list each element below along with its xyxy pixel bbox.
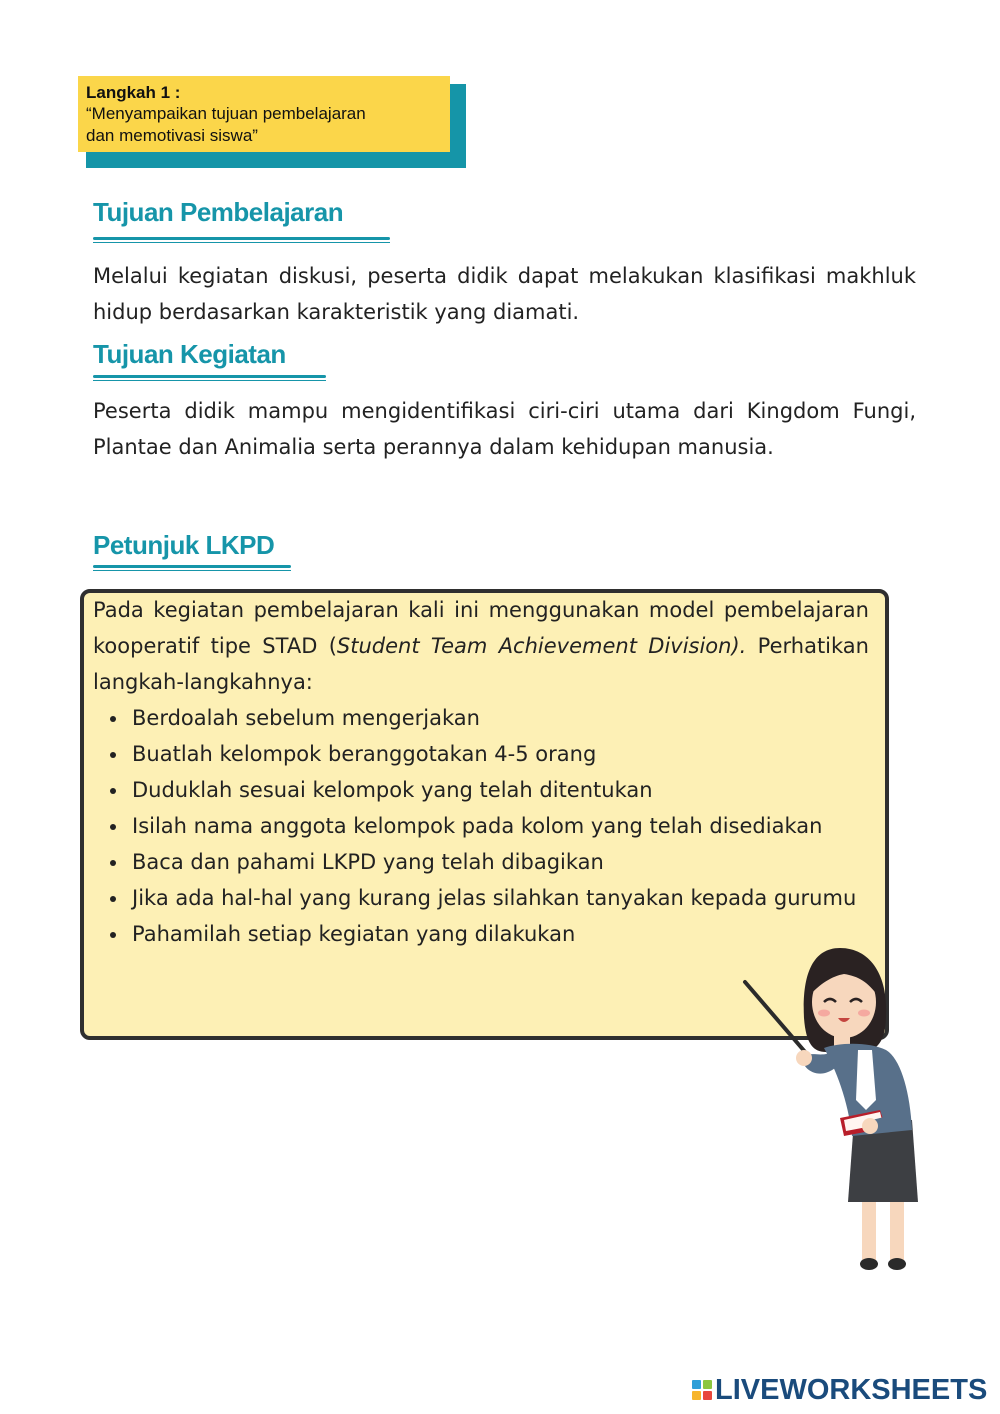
right-blush xyxy=(858,1010,870,1017)
liveworksheets-brand: LIVEWORKSHEETS xyxy=(715,1373,988,1406)
lkpd-heading: Petunjuk LKPD xyxy=(93,530,275,560)
logo-square-orange xyxy=(692,1391,701,1400)
lkpd-intro-before: Pada kegiatan pembelajaran kali ini menggunakan model pembelajaran kooperatif tipe STAD ( xyxy=(93,598,869,658)
lkpd-step-item: Duduklah sesuai kelompok yang telah ditentukan xyxy=(93,772,869,808)
logo-square-blue xyxy=(692,1380,701,1389)
right-shoe xyxy=(888,1258,906,1270)
lkpd-step-item: Pahamilah setiap kegiatan yang dilakukan xyxy=(93,916,869,952)
step-text-line2: dan memotivasi siswa” xyxy=(86,126,258,145)
book-hand xyxy=(862,1118,878,1134)
raised-hand xyxy=(796,1050,812,1066)
lkpd-step-item: Isilah nama anggota kelompok pada kolom yang telah disediakan xyxy=(93,808,869,844)
liveworksheets-logo xyxy=(692,1375,987,1405)
learning-goal-text: Melalui kegiatan diskusi, peserta didik dapat melakukan klasifikasi makhluk hidup berdasarkan karakteristik yang diamati. xyxy=(93,264,916,324)
lkpd-underline xyxy=(93,565,291,568)
pointer-stick xyxy=(745,982,806,1053)
step-banner xyxy=(78,76,466,168)
logo-square-green xyxy=(703,1380,712,1389)
lkpd-step-item: Jika ada hal-hal yang kurang jelas silahkan tanyakan kepada gurumu xyxy=(93,880,869,916)
teacher-illustration xyxy=(740,940,940,1280)
learning-goal-underline xyxy=(93,237,390,240)
step-banner-box xyxy=(78,76,450,152)
lkpd-intro-italic: Student Team Achievement Division). xyxy=(336,634,747,658)
logo-square-red xyxy=(703,1391,712,1400)
step-text-line1: “Menyampaikan tujuan pembelajaran xyxy=(86,104,366,123)
lkpd-steps-list xyxy=(93,700,869,952)
left-shoe xyxy=(860,1258,878,1270)
lkpd-intro-after: Perhatikan langkah-langkahnya: xyxy=(93,634,869,694)
lkpd-step-item: Baca dan pahami LKPD yang telah dibagikan xyxy=(93,844,869,880)
step-label: Langkah 1 : xyxy=(86,83,181,102)
liveworksheets-logo-icon xyxy=(692,1380,712,1400)
lkpd-intro xyxy=(93,592,869,700)
activity-goal-heading: Tujuan Kegiatan xyxy=(93,339,286,369)
left-blush xyxy=(818,1010,830,1017)
learning-goal-heading: Tujuan Pembelajaran xyxy=(93,197,344,227)
lkpd-step-item: Berdoalah sebelum mengerjakan xyxy=(93,700,869,736)
activity-goal-underline xyxy=(93,375,326,378)
activity-goal-text: Peserta didik mampu mengidentifikasi ciri-ciri utama dari Kingdom Fungi, Plantae dan Animalia serta perannya dalam kehidupan manusia. xyxy=(93,399,916,459)
lkpd-step-item: Buatlah kelompok beranggotakan 4-5 orang xyxy=(93,736,869,772)
